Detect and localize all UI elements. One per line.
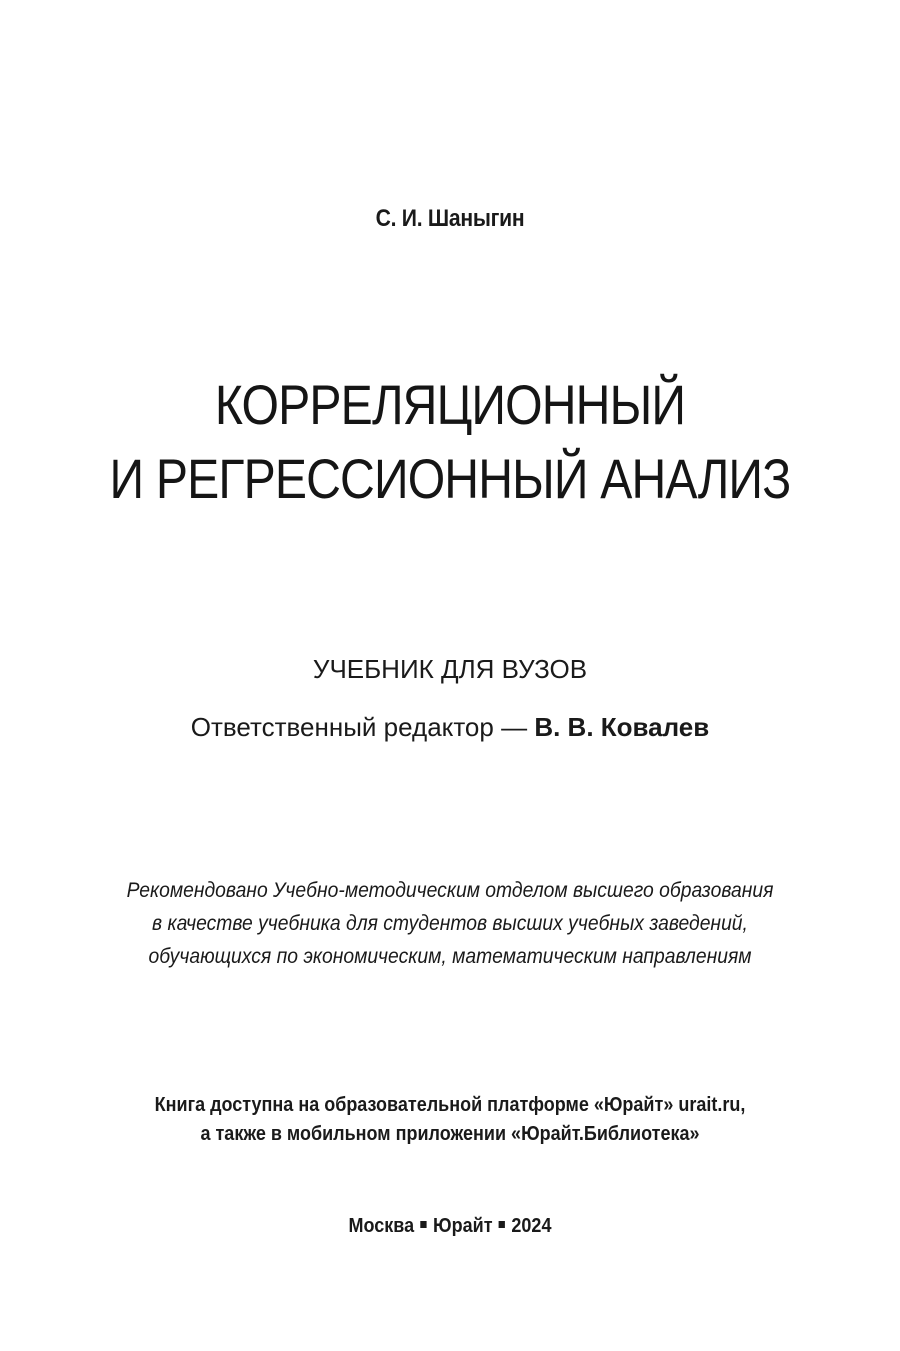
square-separator-icon (420, 1221, 426, 1228)
square-separator-icon (499, 1221, 505, 1228)
imprint-publisher: Юрайт (433, 1215, 493, 1237)
book-title (63, 368, 837, 516)
imprint-year: 2024 (511, 1215, 552, 1237)
availability-line: Книга доступна на образовательной платформе «Юрайт» urait.ru, (154, 1094, 746, 1116)
recommendation-line: обучающихся по экономическим, математическим направлениям (148, 945, 752, 968)
recommendation-line: в качестве учебника для студентов высших учебных заведений, (152, 912, 748, 935)
availability-line: а также в мобильном приложении «Юрайт.Библиотека» (200, 1123, 700, 1145)
responsible-editor (0, 710, 900, 744)
availability-note (45, 1091, 855, 1149)
editor-name: В. В. Ковалев (534, 712, 710, 742)
recommendation-note (36, 874, 864, 973)
imprint (45, 1212, 855, 1240)
recommendation-line: Рекомендовано Учебно-методическим отделом высшего образования (126, 879, 774, 902)
book-subtitle: УЧЕБНИК ДЛЯ ВУЗОВ (312, 654, 588, 684)
imprint-city: Москва (348, 1215, 415, 1237)
book-title-line-2: И РЕГРЕССИОННЫЙ АНАЛИЗ (109, 447, 791, 510)
editor-label: Ответственный редактор — (190, 712, 528, 742)
author-name: С. И. Шаныгин (375, 205, 525, 232)
book-title-line-1: КОРРЕЛЯЦИОННЫЙ (214, 373, 686, 436)
